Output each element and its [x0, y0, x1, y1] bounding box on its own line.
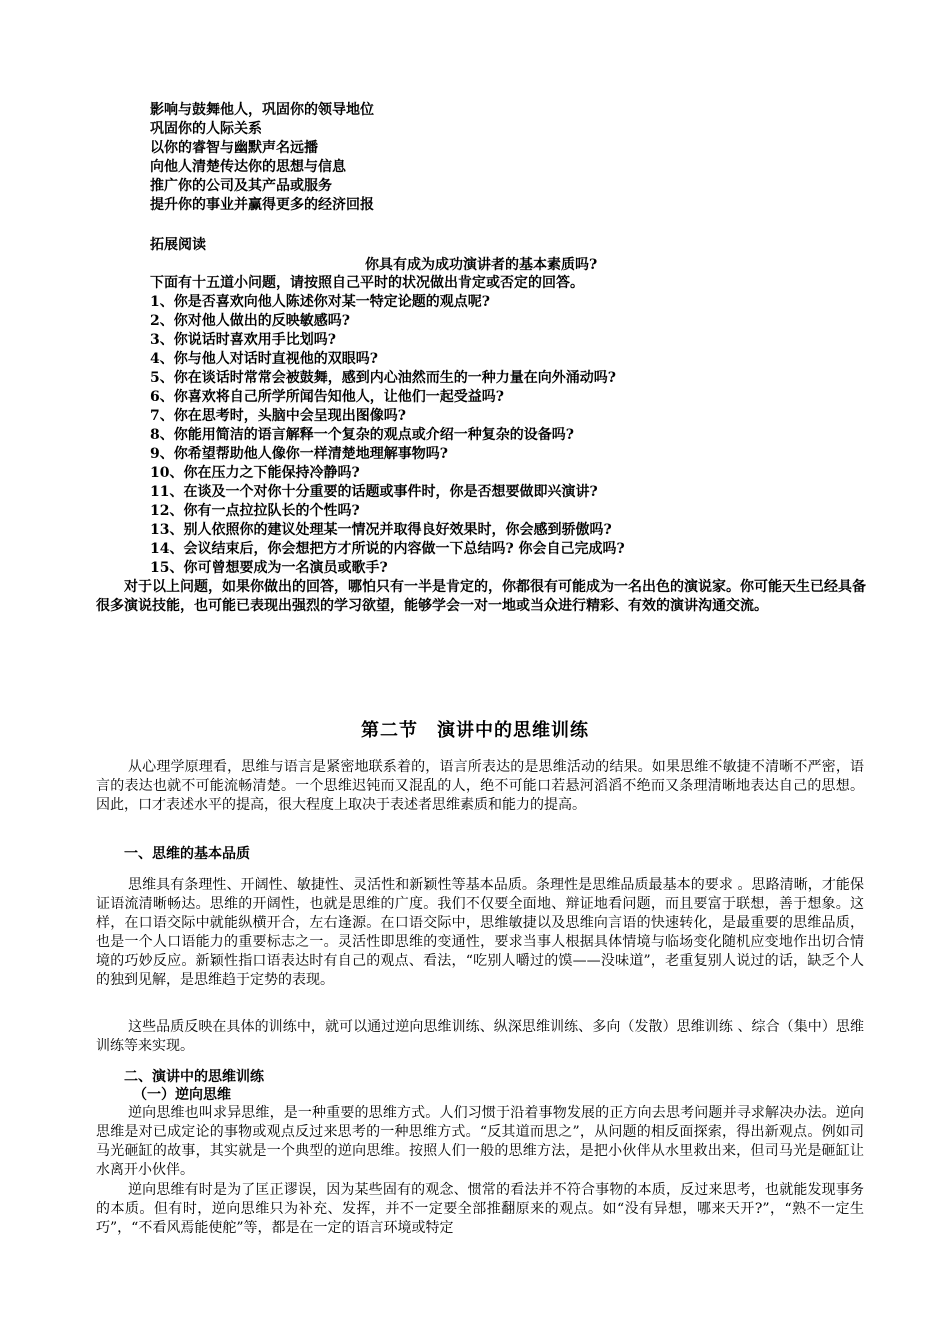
- heading-thinking-training: 二、演讲中的思维训练: [124, 1069, 264, 1085]
- quiz-title: 你具有成为成功演讲者的基本素质吗?: [365, 257, 598, 273]
- quiz-conclusion: 对于以上问题，如果你做出的回答，哪怕只有一半是肯定的，你都很有可能成为一名出色的演说家。你可能天生已经具备很多演说技能，也可能已表现出强烈的学习欲望，能够学会一对一地或当众进行精彩、有效的演讲沟通交流。: [96, 579, 866, 614]
- quiz-question: 5、你在谈话时常常会被鼓舞，感到内心油然而生的一种力量在向外涌动吗?: [150, 370, 616, 386]
- quiz-question: 2、你对他人做出的反映敏感吗?: [150, 313, 350, 329]
- quiz-question: 8、你能用简洁的语言解释一个复杂的观点或介绍一种复杂的设备吗?: [150, 427, 574, 443]
- paragraph-qualities: 思维具有条理性、开阔性、敏捷性、灵活性和新颖性等基本品质。条理性是思维品质最基本的要求 。思路清晰，才能保证语流清晰畅达。思维的开阔性，也就是思维的广度。我们不仅要全面地、辩证地看问题，而且要富于联想，善于想象。这样，在口语交际中就能纵横开合，左右逢源。在口语交际中，思维敏捷以及思维向言语的快速转化，是最重要的思维品质，也是一个人口语能力的重要标志之一。灵活性即思维的变通性，要求当事人根据具体情境与临场变化随机应变地作出切合情境的巧妙反应。新颖性指口语表达时有自己的观点、看法，“吃别人嚼过的馍——没味道”，老重复别人说过的话，缺乏个人的独到见解，是思维趋于定势的表现。: [96, 877, 864, 988]
- quiz-question: 3、你说话时喜欢用手比划吗?: [150, 332, 336, 348]
- quiz-question: 1、你是否喜欢向他人陈述你对某一特定论题的观点呢?: [150, 294, 490, 310]
- intro-list-item: 巩固你的人际关系: [150, 121, 262, 137]
- intro-list-item: 影响与鼓舞他人，巩固你的领导地位: [150, 102, 374, 118]
- quiz-question: 9、你希望帮助他人像你一样清楚地理解事物吗?: [150, 446, 448, 462]
- intro-list-item: 推广你的公司及其产品或服务: [150, 178, 332, 194]
- quiz-question: 11、在谈及一个对你十分重要的话题或事件时，你是否想要做即兴演讲?: [150, 484, 598, 500]
- paragraph-reverse-thinking-purpose: 逆向思维有时是为了匡正谬误，因为某些固有的观念、惯常的看法并不符合事物的本质，反过来思考，也就能发现事务的本质。但有时，逆向思维只为补充、发挥，并不一定要全部推翻原来的观点。如“没有异想，哪来天开?”，“熟不一定生巧”，“不看风焉能使舵”等，都是在一定的语言环境或特定: [96, 1182, 864, 1236]
- paragraph-reverse-thinking: 逆向思维也叫求异思维，是一种重要的思维方式。人们习惯于沿着事物发展的正方向去思考问题并寻求解决办法。逆向思维是对已成定论的事物或观点反过来思考的一种思维方式。“反其道而思之”，从问题的相反面探索，得出新观点。例如司马光砸缸的故事，其实就是一个典型的逆向思维。按照人们一般的思维方法，是把小伙伴从水里救出来，但司马光是砸缸让水离开小伙伴。: [96, 1105, 864, 1178]
- intro-list-item: 提升你的事业并赢得更多的经济回报: [150, 197, 374, 213]
- paragraph-training-methods: 这些品质反映在具体的训练中，就可以通过逆向思维训练、纵深思维训练、多向（发散）思维训练 、综合（集中）思维训练等来实现。: [96, 1019, 864, 1054]
- subheading-reverse-thinking: （一）逆向思维: [133, 1087, 231, 1103]
- extended-reading-label: 拓展阅读: [150, 237, 206, 253]
- section-title: 第二节 演讲中的思维训练: [361, 720, 589, 741]
- heading-basic-qualities: 一、思维的基本品质: [124, 846, 250, 862]
- intro-list-item: 向他人清楚传达你的思想与信息: [150, 159, 346, 175]
- quiz-question: 14、会议结束后，你会想把方才所说的内容做一下总结吗? 你会自己完成吗?: [150, 541, 625, 557]
- quiz-question: 4、你与他人对话时直视他的双眼吗?: [150, 351, 378, 367]
- quiz-question: 6、你喜欢将自己所学所闻告知他人，让他们一起受益吗?: [150, 389, 504, 405]
- intro-list-item: 以你的睿智与幽默声名远播: [150, 140, 318, 156]
- quiz-question: 13、别人依照你的建议处理某一情况并取得良好效果时，你会感到骄傲吗?: [150, 522, 612, 538]
- quiz-question: 10、你在压力之下能保持冷静吗?: [150, 465, 360, 481]
- quiz-question: 12、你有一点拉拉队长的个性吗?: [150, 503, 360, 519]
- quiz-question: 15、你可曾想要成为一名演员或歌手?: [150, 560, 388, 576]
- quiz-question: 7、你在思考时，头脑中会呈现出图像吗?: [150, 408, 406, 424]
- quiz-instruction: 下面有十五道小问题，请按照自己平时的状况做出肯定或否定的回答。: [150, 275, 584, 291]
- section-intro-paragraph: 从心理学原理看，思维与语言是紧密地联系着的，语言所表达的是思维活动的结果。如果思维不敏捷不清晰不严密，语言的表达也就不可能流畅清楚。一个思维迟钝而又混乱的人，绝不可能口若悬河滔滔不绝而又条理清晰地表达自己的思想。因此，口才表述水平的提高，很大程度上取决于表述者思维素质和能力的提高。: [96, 759, 864, 813]
